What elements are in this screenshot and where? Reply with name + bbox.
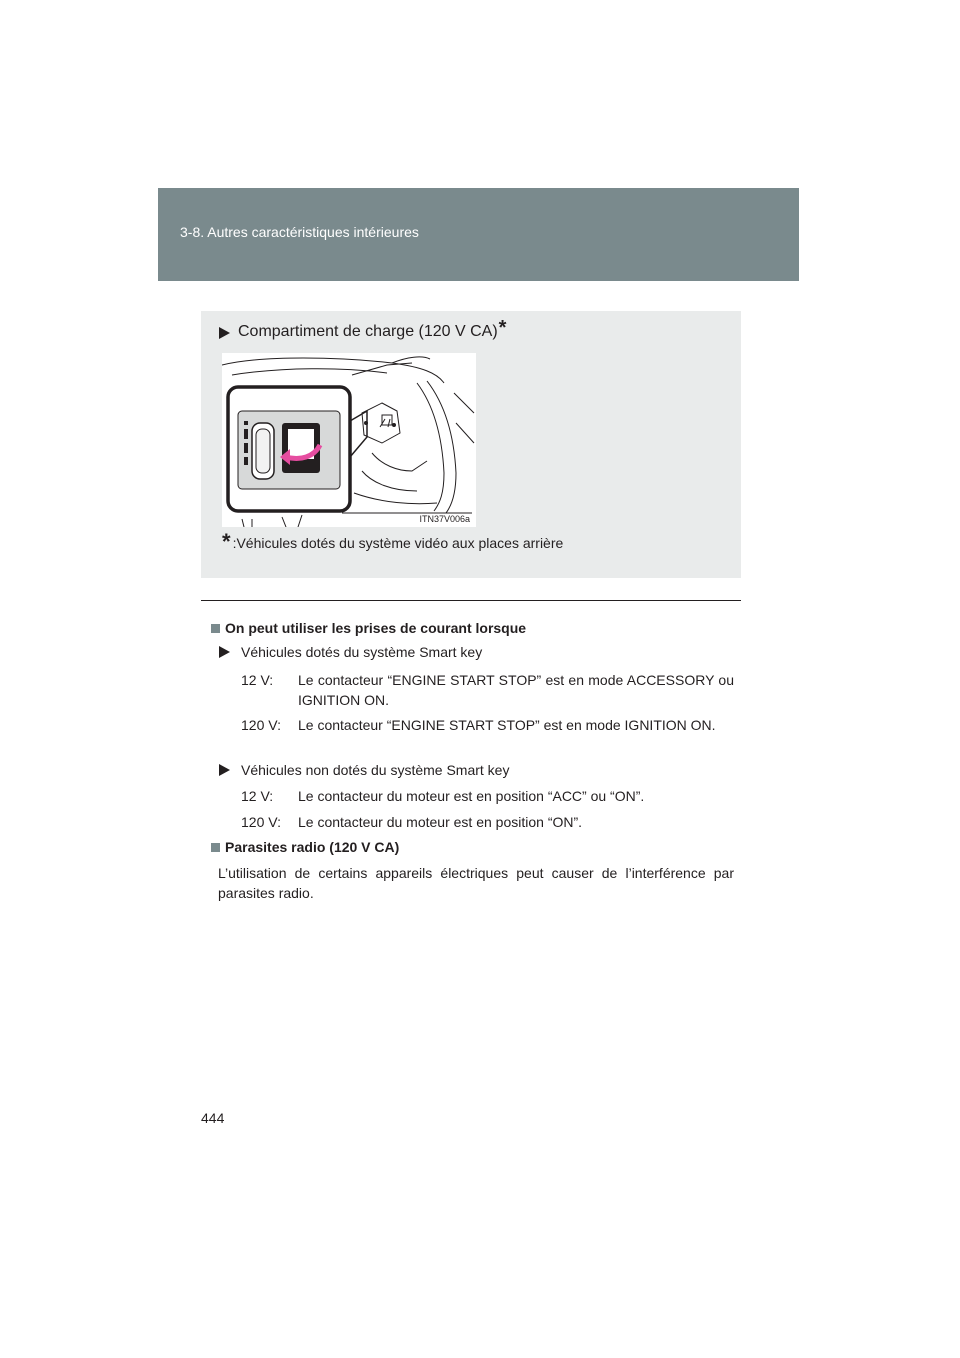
- section-heading: [211, 618, 526, 638]
- triangle-bullet-icon: [219, 646, 230, 658]
- header-band: [158, 188, 799, 281]
- voltage-text: Le contacteur du moteur est en position “ON”.: [298, 814, 583, 830]
- square-bullet-icon: [211, 843, 220, 852]
- section-heading: [211, 837, 399, 857]
- figure-title: [219, 317, 507, 341]
- cargo-outlet-illustration: [222, 353, 476, 527]
- voltage-row: [241, 715, 734, 735]
- list-item-label: Véhicules dotés du système Smart key: [241, 644, 483, 660]
- cargo-outlet-drawing: [222, 353, 476, 527]
- section-title: 3-8. Autres caractéristiques intérieures: [180, 224, 419, 240]
- list-item: [219, 642, 482, 662]
- list-item-label: Véhicules non dotés du système Smart key: [241, 762, 510, 778]
- figure-title-text: Compartiment de charge (120 V CA): [238, 323, 498, 340]
- figure-box: [201, 311, 741, 578]
- voltage-text: Le contacteur “ENGINE START STOP” est en mode ACCESSORY ou IGNITION ON.: [298, 672, 734, 708]
- voltage-row: [241, 786, 734, 806]
- section-heading-text: On peut utiliser les prises de courant lorsque: [225, 620, 527, 636]
- section-divider: [201, 600, 741, 601]
- page-number: 444: [201, 1110, 225, 1126]
- image-code: ITN37V006a: [419, 514, 470, 524]
- figure-title-mark: *: [498, 317, 507, 339]
- voltage-label: 12 V:: [241, 672, 274, 688]
- voltage-text: Le contacteur du moteur est en position “ACC” ou “ON”.: [298, 788, 645, 804]
- voltage-row: [241, 812, 734, 832]
- section-heading-text: Parasites radio (120 V CA): [225, 839, 400, 855]
- paragraph: L’utilisation de certains appareils électriques peut causer de l’interférence par parasites radio.: [218, 865, 734, 901]
- voltage-row: [241, 670, 734, 710]
- footnote-mark: *: [222, 529, 231, 554]
- figure-footnote: [222, 529, 564, 554]
- footnote-text: :Véhicules dotés du système vidéo aux places arrière: [232, 535, 564, 551]
- voltage-label: 120 V:: [241, 814, 281, 830]
- voltage-label: 12 V:: [241, 788, 274, 804]
- voltage-label: 120 V:: [241, 717, 281, 733]
- list-item: [219, 760, 509, 780]
- square-bullet-icon: [211, 624, 220, 633]
- triangle-bullet-icon: [219, 327, 230, 339]
- triangle-bullet-icon: [219, 764, 230, 776]
- voltage-text: Le contacteur “ENGINE START STOP” est en mode IGNITION ON.: [298, 717, 716, 733]
